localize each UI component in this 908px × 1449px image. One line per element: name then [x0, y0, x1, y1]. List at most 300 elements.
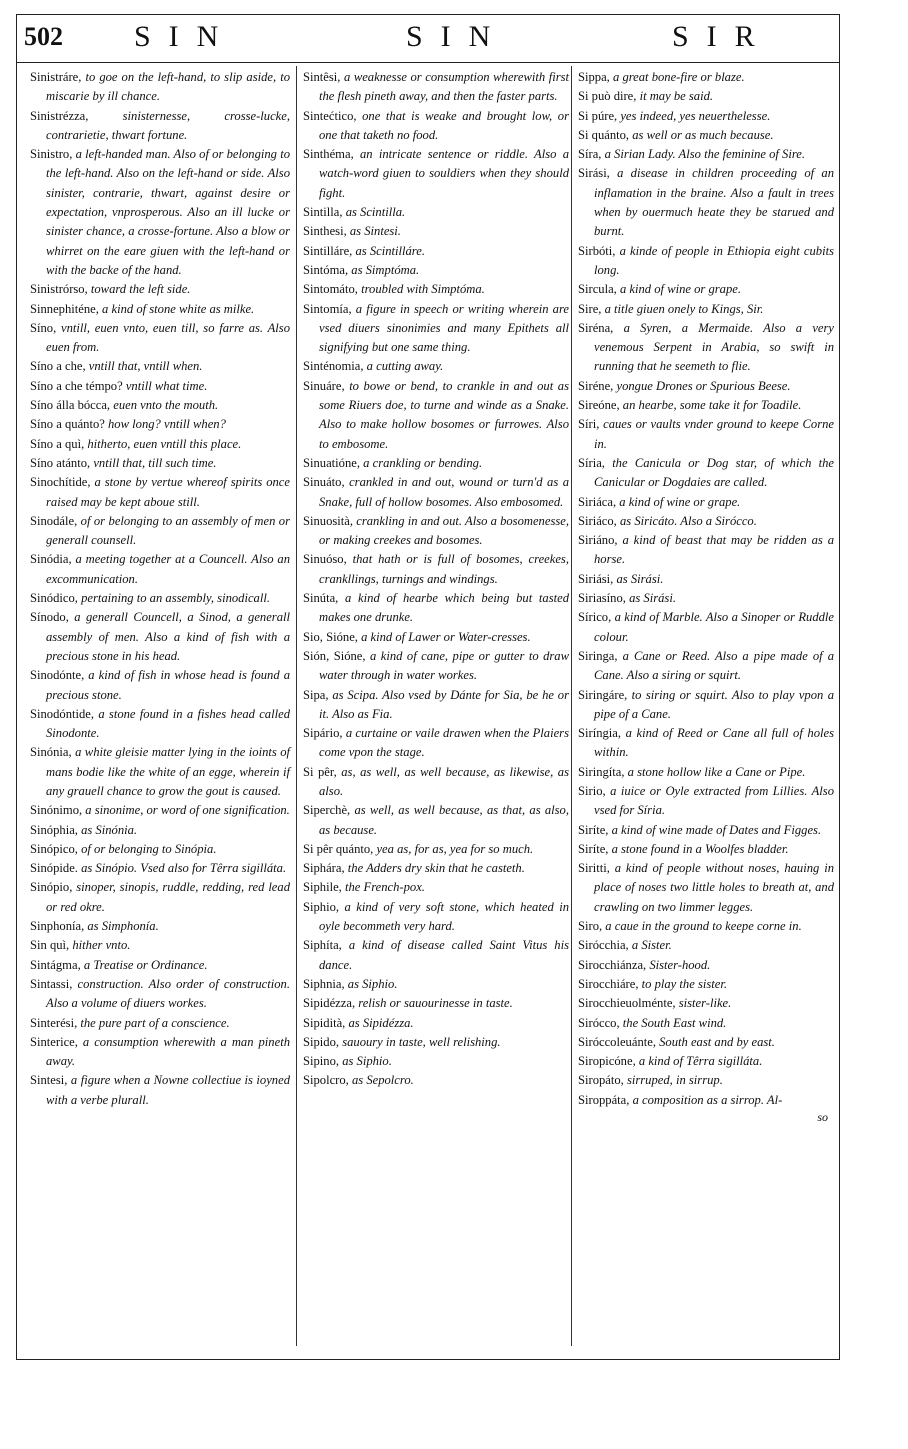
entry-definition: a kinde of people in Ethiopia eight cubits long.: [594, 243, 834, 277]
entry-headword: Siritti,: [578, 861, 610, 876]
dictionary-entry: [30, 589, 290, 608]
dictionary-entry: [303, 936, 569, 975]
entry-headword: Sirocchiánza,: [578, 957, 647, 972]
entry-headword: Siróccoleuánte,: [578, 1034, 656, 1049]
entry-definition: toward the left side.: [87, 282, 191, 297]
entry-definition: a left-handed man. Also of or belonging to the left-hand. Also on the left-hand or side. Also sinister, contrarie, thwart, against desire or expectation, vnprosperous. Also an ill lucke or sinister chance, a crosse-fortune. Also a blow or whirret on the eare giuen with the left-hand or with the backe of the hand.: [46, 147, 290, 277]
entry-definition: sinoper, sinopis, ruddle, redding, red lead or red okre.: [46, 880, 290, 914]
dictionary-entry: [30, 435, 290, 454]
dictionary-entry: [30, 936, 290, 955]
dictionary-entry: [578, 1052, 834, 1071]
entry-definition: how long? vntill when?: [104, 417, 226, 432]
dictionary-entry: [578, 68, 834, 87]
entry-headword: Siphíta,: [303, 938, 342, 953]
entry-definition: as Scintilláre.: [352, 243, 425, 258]
entry-headword: Sio, Sióne,: [303, 629, 358, 644]
entry-headword: Síria,: [578, 455, 605, 470]
dictionary-entry: [303, 801, 569, 840]
dictionary-entry: [303, 107, 569, 146]
entry-definition: of or belonging to Sinópia.: [77, 841, 217, 856]
dictionary-entry: [30, 512, 290, 551]
entry-definition: yongue Drones or Spurious Beese.: [613, 378, 791, 393]
entry-headword: Sintilláre,: [303, 243, 353, 258]
entry-definition: as Scintilla.: [342, 205, 406, 220]
dictionary-entry: [303, 1071, 569, 1090]
entry-definition: yea as, for as, yea for so much.: [373, 841, 534, 856]
entry-headword: Sinodále,: [30, 513, 78, 528]
entry-definition: a figure in speech or writing wherein are vsed diuers sinonimies and many Epithets all signifying but one same thing.: [319, 301, 569, 355]
entry-headword: Sinuóso,: [303, 552, 347, 567]
entry-definition: a cutting away.: [363, 359, 444, 374]
catchword: so: [817, 1110, 828, 1125]
dictionary-entry: [303, 898, 569, 937]
entry-definition: a Sirian Lady. Also the feminine of Sire.: [601, 147, 806, 162]
entry-definition: as well, as well because, as that, as also, as because.: [319, 803, 569, 837]
dictionary-entry: [30, 550, 290, 589]
entry-headword: Si púre,: [578, 108, 618, 123]
entry-definition: to bowe or bend, to crankle in and out as some Riuers doe, to turne and winde as a Snake. Also to make hollow bosomes or furrowes. Also to embosome.: [319, 378, 569, 451]
entry-definition: a white gleisie matter lying in the ioints of mans bodie like the white of an egge, wherein if any grauell chance to grow the gout is caused.: [46, 745, 290, 798]
entry-definition: a kind of disease called Saint Vitus his dance.: [319, 938, 569, 972]
dictionary-entry: [578, 840, 834, 859]
entry-headword: Sinúta,: [303, 591, 339, 606]
entry-headword: Sinódia,: [30, 552, 72, 567]
entry-headword: Sipidità,: [303, 1015, 346, 1030]
dictionary-entry: [303, 261, 569, 280]
dictionary-entry: [303, 763, 569, 802]
entry-definition: a title giuen onely to Kings, Sir.: [601, 301, 764, 316]
entry-headword: Sintóma,: [303, 262, 349, 277]
entry-definition: as Siphio.: [339, 1054, 392, 1069]
dictionary-entry: [30, 1014, 290, 1033]
entry-headword: Sinuatióne,: [303, 455, 361, 470]
entry-headword: Siro,: [578, 919, 603, 934]
entry-definition: crankled in and out, wound or turn'd as a Snake, full of hollow bosomes. Also embosomed.: [319, 475, 569, 509]
dictionary-entry: [578, 396, 834, 415]
entry-definition: yes indeed, yes neuerthelesse.: [617, 108, 771, 123]
dictionary-entry: [30, 821, 290, 840]
dictionary-entry: [303, 550, 569, 589]
dictionary-entry: [578, 686, 834, 725]
entry-definition: it may be said.: [636, 89, 714, 104]
entry-headword: Sinthéma,: [303, 147, 354, 162]
entry-headword: Siroppáta,: [578, 1092, 630, 1107]
dictionary-entry: [303, 300, 569, 358]
entry-headword: Siriasíno,: [578, 591, 626, 606]
entry-definition: a iuice or Oyle extracted from Lillies. Also vsed for Síria.: [594, 783, 834, 818]
entry-headword: Sinópide.: [30, 861, 78, 876]
dictionary-entry: [30, 608, 290, 666]
entry-headword: Sírico,: [578, 610, 612, 625]
dictionary-entry: [578, 608, 834, 647]
entry-headword: Sintassi,: [30, 976, 73, 991]
dictionary-entry: [578, 493, 834, 512]
entry-definition: a kind of cane, pipe or gutter to draw water through in water workes.: [319, 648, 570, 683]
entry-definition: hither vnto.: [69, 938, 131, 953]
entry-headword: Sinistro,: [30, 147, 73, 162]
dictionary-entry: [303, 473, 569, 512]
entry-definition: a kind of Reed or Cane all full of holes within.: [594, 726, 834, 760]
entry-definition: a curtaine or vaile drawen when the Plaiers come vpon the stage.: [319, 726, 569, 760]
entry-definition: crankling in and out. Also a bosomenesse, or making creekes and bosomes.: [319, 513, 569, 548]
dictionary-entry: [578, 994, 834, 1013]
entry-definition: to siring or squirt. Also to play vpon a pipe of a Cane.: [594, 687, 834, 721]
running-headword-right: SIR: [672, 20, 773, 53]
entry-headword: Siphnia,: [303, 976, 345, 991]
entry-definition: as Sirási.: [613, 571, 664, 586]
entry-headword: Sinópio,: [30, 880, 73, 895]
dictionary-entry: [578, 107, 834, 126]
entry-headword: Siphio,: [303, 899, 340, 914]
entry-headword: Siropicóne,: [578, 1054, 636, 1069]
entry-definition: caues or vaults vnder ground to keepe Corne in.: [594, 417, 834, 451]
entry-definition: as Siricáto. Also a Sirócco.: [616, 513, 757, 528]
dictionary-entry: [303, 859, 569, 878]
header-rule: [16, 62, 840, 63]
entry-headword: Siringíta,: [578, 764, 625, 779]
entry-definition: as Sepolcro.: [348, 1073, 414, 1088]
column-3: [578, 68, 834, 1127]
dictionary-entry: [578, 647, 834, 686]
dictionary-entry: [30, 107, 290, 146]
entry-definition: troubled with Simptóma.: [357, 282, 485, 297]
entry-headword: Sinthesi,: [303, 224, 347, 239]
entry-headword: Siríte,: [578, 822, 609, 837]
entry-headword: Siphára,: [303, 861, 345, 876]
dictionary-entry: [578, 1033, 834, 1052]
dictionary-entry: [303, 878, 569, 897]
entry-headword: Siríngia,: [578, 726, 622, 741]
dictionary-entry: [303, 647, 569, 686]
entry-definition: the Canicula or Dog star, of which the Canicular or Dogdaies are called.: [594, 455, 834, 490]
dictionary-entry: [578, 87, 834, 106]
entry-definition: a composition as a sirrop. Al-: [629, 1092, 783, 1107]
entry-definition: sirruped, in sirrup.: [623, 1073, 723, 1088]
entry-definition: the French-pox.: [341, 880, 425, 895]
dictionary-entry: [303, 68, 569, 107]
entry-headword: Siriási,: [578, 571, 614, 586]
entry-definition: a Cane or Reed. Also a pipe made of a Cane. Also a siring or squirt.: [594, 648, 834, 683]
entry-headword: Sirási,: [578, 166, 610, 181]
entry-definition: as Sinónia.: [77, 822, 138, 837]
entry-definition: a crankling or bending.: [360, 455, 483, 470]
column-divider: [571, 66, 572, 1346]
entry-definition: as Sirási.: [625, 591, 676, 606]
dictionary-entry: [303, 1014, 569, 1033]
entry-definition: South east and by east.: [655, 1034, 775, 1049]
entry-headword: Sinódico,: [30, 591, 78, 606]
entry-definition: a sinonime, or word of one signification.: [82, 803, 290, 818]
running-headword-left: SIN: [134, 20, 237, 53]
entry-definition: a kind of stone white as milke.: [98, 301, 255, 316]
entry-definition: as Simphonía.: [84, 919, 159, 934]
entry-definition: as Scipa. Also vsed by Dánte for Sia, be he or it. Also as Fia.: [319, 687, 569, 721]
entry-definition: as Simptóma.: [348, 262, 420, 277]
entry-headword: Sinochítide,: [30, 475, 91, 490]
entry-headword: Síno a che,: [30, 359, 86, 374]
entry-definition: a kind of very soft stone, which heated in oyle becommeth very hard.: [319, 899, 569, 934]
dictionary-entry: [578, 126, 834, 145]
entry-headword: Sinnephiténe,: [30, 301, 99, 316]
entry-headword: Sinterice,: [30, 1034, 78, 1049]
entry-headword: Siringáre,: [578, 687, 628, 702]
entry-definition: construction. Also order of construction. Also a volume of diuers workes.: [46, 976, 290, 1011]
entry-definition: vntill what time.: [122, 378, 208, 393]
dictionary-entry: [578, 859, 834, 917]
entry-headword: Sínodo,: [30, 610, 69, 625]
dictionary-entry: [578, 512, 834, 531]
entry-definition: a kind of Têrra sigilláta.: [635, 1054, 763, 1069]
dictionary-entry: [303, 994, 569, 1013]
entry-headword: Sipolcro,: [303, 1073, 349, 1088]
dictionary-entry: [30, 1071, 290, 1110]
column-2: [303, 68, 569, 1091]
dictionary-entry: [30, 319, 290, 358]
entry-definition: Sister-hood.: [646, 957, 711, 972]
entry-headword: Sipido,: [303, 1034, 340, 1049]
dictionary-entry: [578, 454, 834, 493]
entry-headword: Sirio,: [578, 783, 606, 798]
dictionary-entry: [303, 145, 569, 203]
entry-definition: relish or sauourinesse in taste.: [355, 996, 513, 1011]
entry-definition: a meeting together at a Councell. Also an excommunication.: [46, 552, 290, 586]
entry-definition: a weaknesse or consumption wherewith first the flesh pineth away, and then the faster parts.: [319, 70, 569, 104]
dictionary-entry: [303, 203, 569, 222]
entry-definition: a consumption wherewith a man pineth away.: [46, 1034, 290, 1069]
entry-headword: Sinténomia,: [303, 359, 364, 374]
entry-definition: a disease in children proceeding of an inflamation in the braine. Also a fault in trees when by ouermuch heate they be starued and burnt.: [594, 166, 834, 239]
entry-headword: Sireóne,: [578, 398, 620, 413]
dictionary-entry: [578, 917, 834, 936]
entry-headword: Sirócchia,: [578, 938, 629, 953]
column-divider: [296, 66, 297, 1346]
dictionary-entry: [303, 686, 569, 725]
entry-definition: as well or as much because.: [629, 127, 774, 142]
dictionary-entry: [578, 724, 834, 763]
entry-definition: the South East wind.: [619, 1015, 727, 1030]
entry-definition: a stone found in a fishes head called Sinodonte.: [46, 706, 290, 741]
dictionary-entry: [303, 357, 569, 376]
dictionary-entry: [303, 242, 569, 261]
dictionary-entry: [30, 840, 290, 859]
entry-definition: as Sinópio. Vsed also for Têrra sigilláta.: [77, 861, 287, 876]
entry-definition: an intricate sentence or riddle. Also a watch-word giuen to souldiers when they should fight.: [319, 147, 569, 200]
entry-definition: a kind of hearbe which being but tasted makes one drunke.: [319, 591, 569, 625]
entry-definition: a kind of Marble. Also a Sinoper or Ruddle colour.: [594, 610, 834, 644]
dictionary-entry: [578, 763, 834, 782]
entry-headword: Sirocchiáre,: [578, 976, 639, 991]
dictionary-entry: [30, 454, 290, 473]
entry-headword: Sinodónte,: [30, 668, 85, 683]
entry-headword: Sircula,: [578, 282, 617, 297]
dictionary-entry: [303, 628, 569, 647]
entry-headword: Si può dire,: [578, 89, 637, 104]
dictionary-entry: [30, 666, 290, 705]
dictionary-entry: [303, 589, 569, 628]
page-header: [16, 14, 840, 64]
entry-headword: Sinuáre,: [303, 378, 345, 393]
dictionary-entry: [30, 801, 290, 820]
entry-definition: a stone hollow like a Cane or Pipe.: [624, 764, 806, 779]
dictionary-entry: [303, 454, 569, 473]
entry-definition: a kind of wine or grape.: [616, 494, 741, 509]
entry-headword: Siperchè,: [303, 803, 351, 818]
entry-definition: vntill that, till such time.: [90, 455, 217, 470]
entry-definition: as Siphio.: [344, 976, 398, 991]
entry-headword: Sipário,: [303, 726, 343, 741]
entry-headword: Sión, Sióne,: [303, 648, 366, 663]
dictionary-entry: [578, 415, 834, 454]
entry-definition: of or belonging to an assembly of men or generall counsell.: [46, 513, 290, 548]
dictionary-entry: [30, 357, 290, 376]
dictionary-entry: [578, 377, 834, 396]
entry-definition: a kind of wine made of Dates and Figges.: [608, 822, 822, 837]
entry-headword: Sinópico,: [30, 841, 78, 856]
entry-headword: Siriáno,: [578, 533, 618, 548]
dictionary-entry: [578, 936, 834, 955]
dictionary-entry: [30, 280, 290, 299]
entry-headword: Síno a che témpo?: [30, 378, 123, 393]
dictionary-entry: [303, 1052, 569, 1071]
entry-headword: Sipa,: [303, 687, 329, 702]
dictionary-entry: [30, 377, 290, 396]
entry-definition: pertaining to an assembly, sinodicall.: [77, 591, 270, 606]
dictionary-entry: [578, 570, 834, 589]
dictionary-entry: [30, 1033, 290, 1072]
entry-headword: Siphile,: [303, 880, 342, 895]
dictionary-entry: [578, 975, 834, 994]
entry-headword: Sin quì,: [30, 938, 70, 953]
entry-headword: Sinónia,: [30, 745, 72, 760]
entry-definition: to goe on the left-hand, to slip aside, to miscarie by ill chance.: [46, 70, 290, 104]
entry-definition: a kind of people without noses, hauing in place of noses two little holes to breath at, and crawling on two limmer legges.: [594, 861, 834, 914]
entry-headword: Sippa,: [578, 70, 610, 84]
entry-definition: vntill, euen vnto, euen till, so farre as. Also euen from.: [46, 320, 290, 355]
entry-headword: Síno atánto,: [30, 455, 91, 470]
dictionary-entry: [303, 280, 569, 299]
entry-headword: Sinuosità,: [303, 513, 354, 528]
entry-definition: a generall Councell, a Sinod, a generall assembly of men. Also a kind of fish with a precious stone in his head.: [46, 610, 290, 663]
dictionary-entry: [578, 821, 834, 840]
entry-definition: a Sister.: [628, 938, 672, 953]
entry-headword: Sirbóti,: [578, 243, 616, 258]
dictionary-entry: [578, 300, 834, 319]
entry-definition: as, as well, as well because, as likewise, as also.: [319, 764, 569, 798]
dictionary-entry: [578, 164, 834, 241]
dictionary-entry: [30, 975, 290, 1014]
entry-definition: a Treatise or Ordinance.: [80, 957, 208, 972]
entry-definition: an hearbe, some take it for Toadile.: [619, 398, 802, 413]
entry-headword: Sintećtico,: [303, 108, 357, 123]
dictionary-entry: [30, 743, 290, 801]
entry-headword: Siréna,: [578, 320, 614, 335]
dictionary-entry: [30, 145, 290, 280]
entry-headword: Sinistrézza,: [30, 108, 89, 123]
entry-headword: Síri,: [578, 417, 600, 432]
entry-headword: Síno a quánto?: [30, 417, 105, 432]
dictionary-entry: [303, 377, 569, 454]
entry-definition: a stone by vertue whereof spirits once raised may be kept aboue still.: [46, 475, 290, 509]
column-1: [30, 68, 290, 1110]
dictionary-entry: [303, 840, 569, 859]
entry-headword: Síno,: [30, 320, 57, 335]
entry-headword: Siropáto,: [578, 1073, 624, 1088]
entry-headword: Sirocchieuolménte,: [578, 996, 676, 1011]
entry-headword: Sintesi,: [30, 1073, 68, 1088]
dictionary-entry: [578, 1071, 834, 1090]
dictionary-entry: [30, 705, 290, 744]
entry-headword: Siriáca,: [578, 494, 617, 509]
dictionary-entry: [303, 512, 569, 551]
dictionary-entry: [303, 724, 569, 763]
dictionary-entry: [30, 415, 290, 434]
dictionary-entry: [578, 782, 834, 821]
dictionary-entry: [30, 396, 290, 415]
entry-headword: Sinistrórso,: [30, 282, 88, 297]
entry-headword: Siríte,: [578, 841, 609, 856]
dictionary-entry: [578, 531, 834, 570]
entry-definition: sister-like.: [675, 996, 732, 1011]
dictionary-entry: [578, 280, 834, 299]
entry-definition: a kind of fish in whose head is found a precious stone.: [46, 668, 290, 702]
entry-definition: a Syren, a Mermaide. Also a very venemous Serpent in Arabia, so swift in running that he seemeth to flie.: [594, 320, 834, 374]
dictionary-entry: [30, 878, 290, 917]
entry-headword: Sinistráre,: [30, 70, 82, 84]
entry-headword: Si quánto,: [578, 127, 630, 142]
entry-headword: Si pêr quánto,: [303, 841, 374, 856]
dictionary-entry: [578, 956, 834, 975]
dictionary-entry: [30, 473, 290, 512]
dictionary-entry: [30, 956, 290, 975]
entry-headword: Sinónimo,: [30, 803, 83, 818]
entry-headword: Sirócco,: [578, 1015, 620, 1030]
running-headword-center: SIN: [406, 20, 509, 53]
entry-definition: the Adders dry skin that he casteth.: [344, 861, 525, 876]
entry-headword: Síno a quì,: [30, 436, 85, 451]
entry-definition: as Sintesi.: [346, 224, 401, 239]
entry-headword: Sintágma,: [30, 957, 81, 972]
entry-headword: Sipidézza,: [303, 996, 356, 1011]
dictionary-entry: [578, 1014, 834, 1033]
entry-definition: one that is weake and brought low, or one that taketh no food.: [319, 108, 569, 142]
dictionary-entry: [30, 859, 290, 878]
entry-headword: Síno álla bócca,: [30, 398, 111, 413]
entry-definition: to play the sister.: [638, 976, 727, 991]
dictionary-entry: [303, 222, 569, 241]
entry-headword: Sintomía,: [303, 301, 352, 316]
entry-headword: Siriáco,: [578, 513, 617, 528]
dictionary-entry: [30, 917, 290, 936]
entry-definition: a caue in the ground to keepe corne in.: [602, 919, 802, 934]
entry-headword: Siréne,: [578, 378, 614, 393]
dictionary-entry: [578, 242, 834, 281]
dictionary-entry: [303, 1033, 569, 1052]
entry-headword: Síra,: [578, 147, 602, 162]
entry-headword: Sintilla,: [303, 205, 343, 220]
entry-headword: Sipino,: [303, 1054, 340, 1069]
entry-definition: a kind of beast that may be ridden as a horse.: [594, 533, 834, 567]
dictionary-entry: [578, 319, 834, 377]
dictionary-entry: [578, 145, 834, 164]
entry-definition: a great bone-fire or blaze.: [609, 70, 745, 84]
entry-definition: a kind of Lawer or Water-cresses.: [357, 629, 531, 644]
entry-definition: euen vnto the mouth.: [110, 398, 219, 413]
dictionary-entry: [30, 68, 290, 107]
page-number: 502: [24, 22, 63, 51]
dictionary-entry: [30, 300, 290, 319]
entry-definition: sinisternesse, crosse-lucke, contrarietie, thwart fortune.: [46, 108, 290, 142]
entry-definition: a figure when a Nowne collectiue is ioyned with a verbe plurall.: [46, 1073, 290, 1107]
